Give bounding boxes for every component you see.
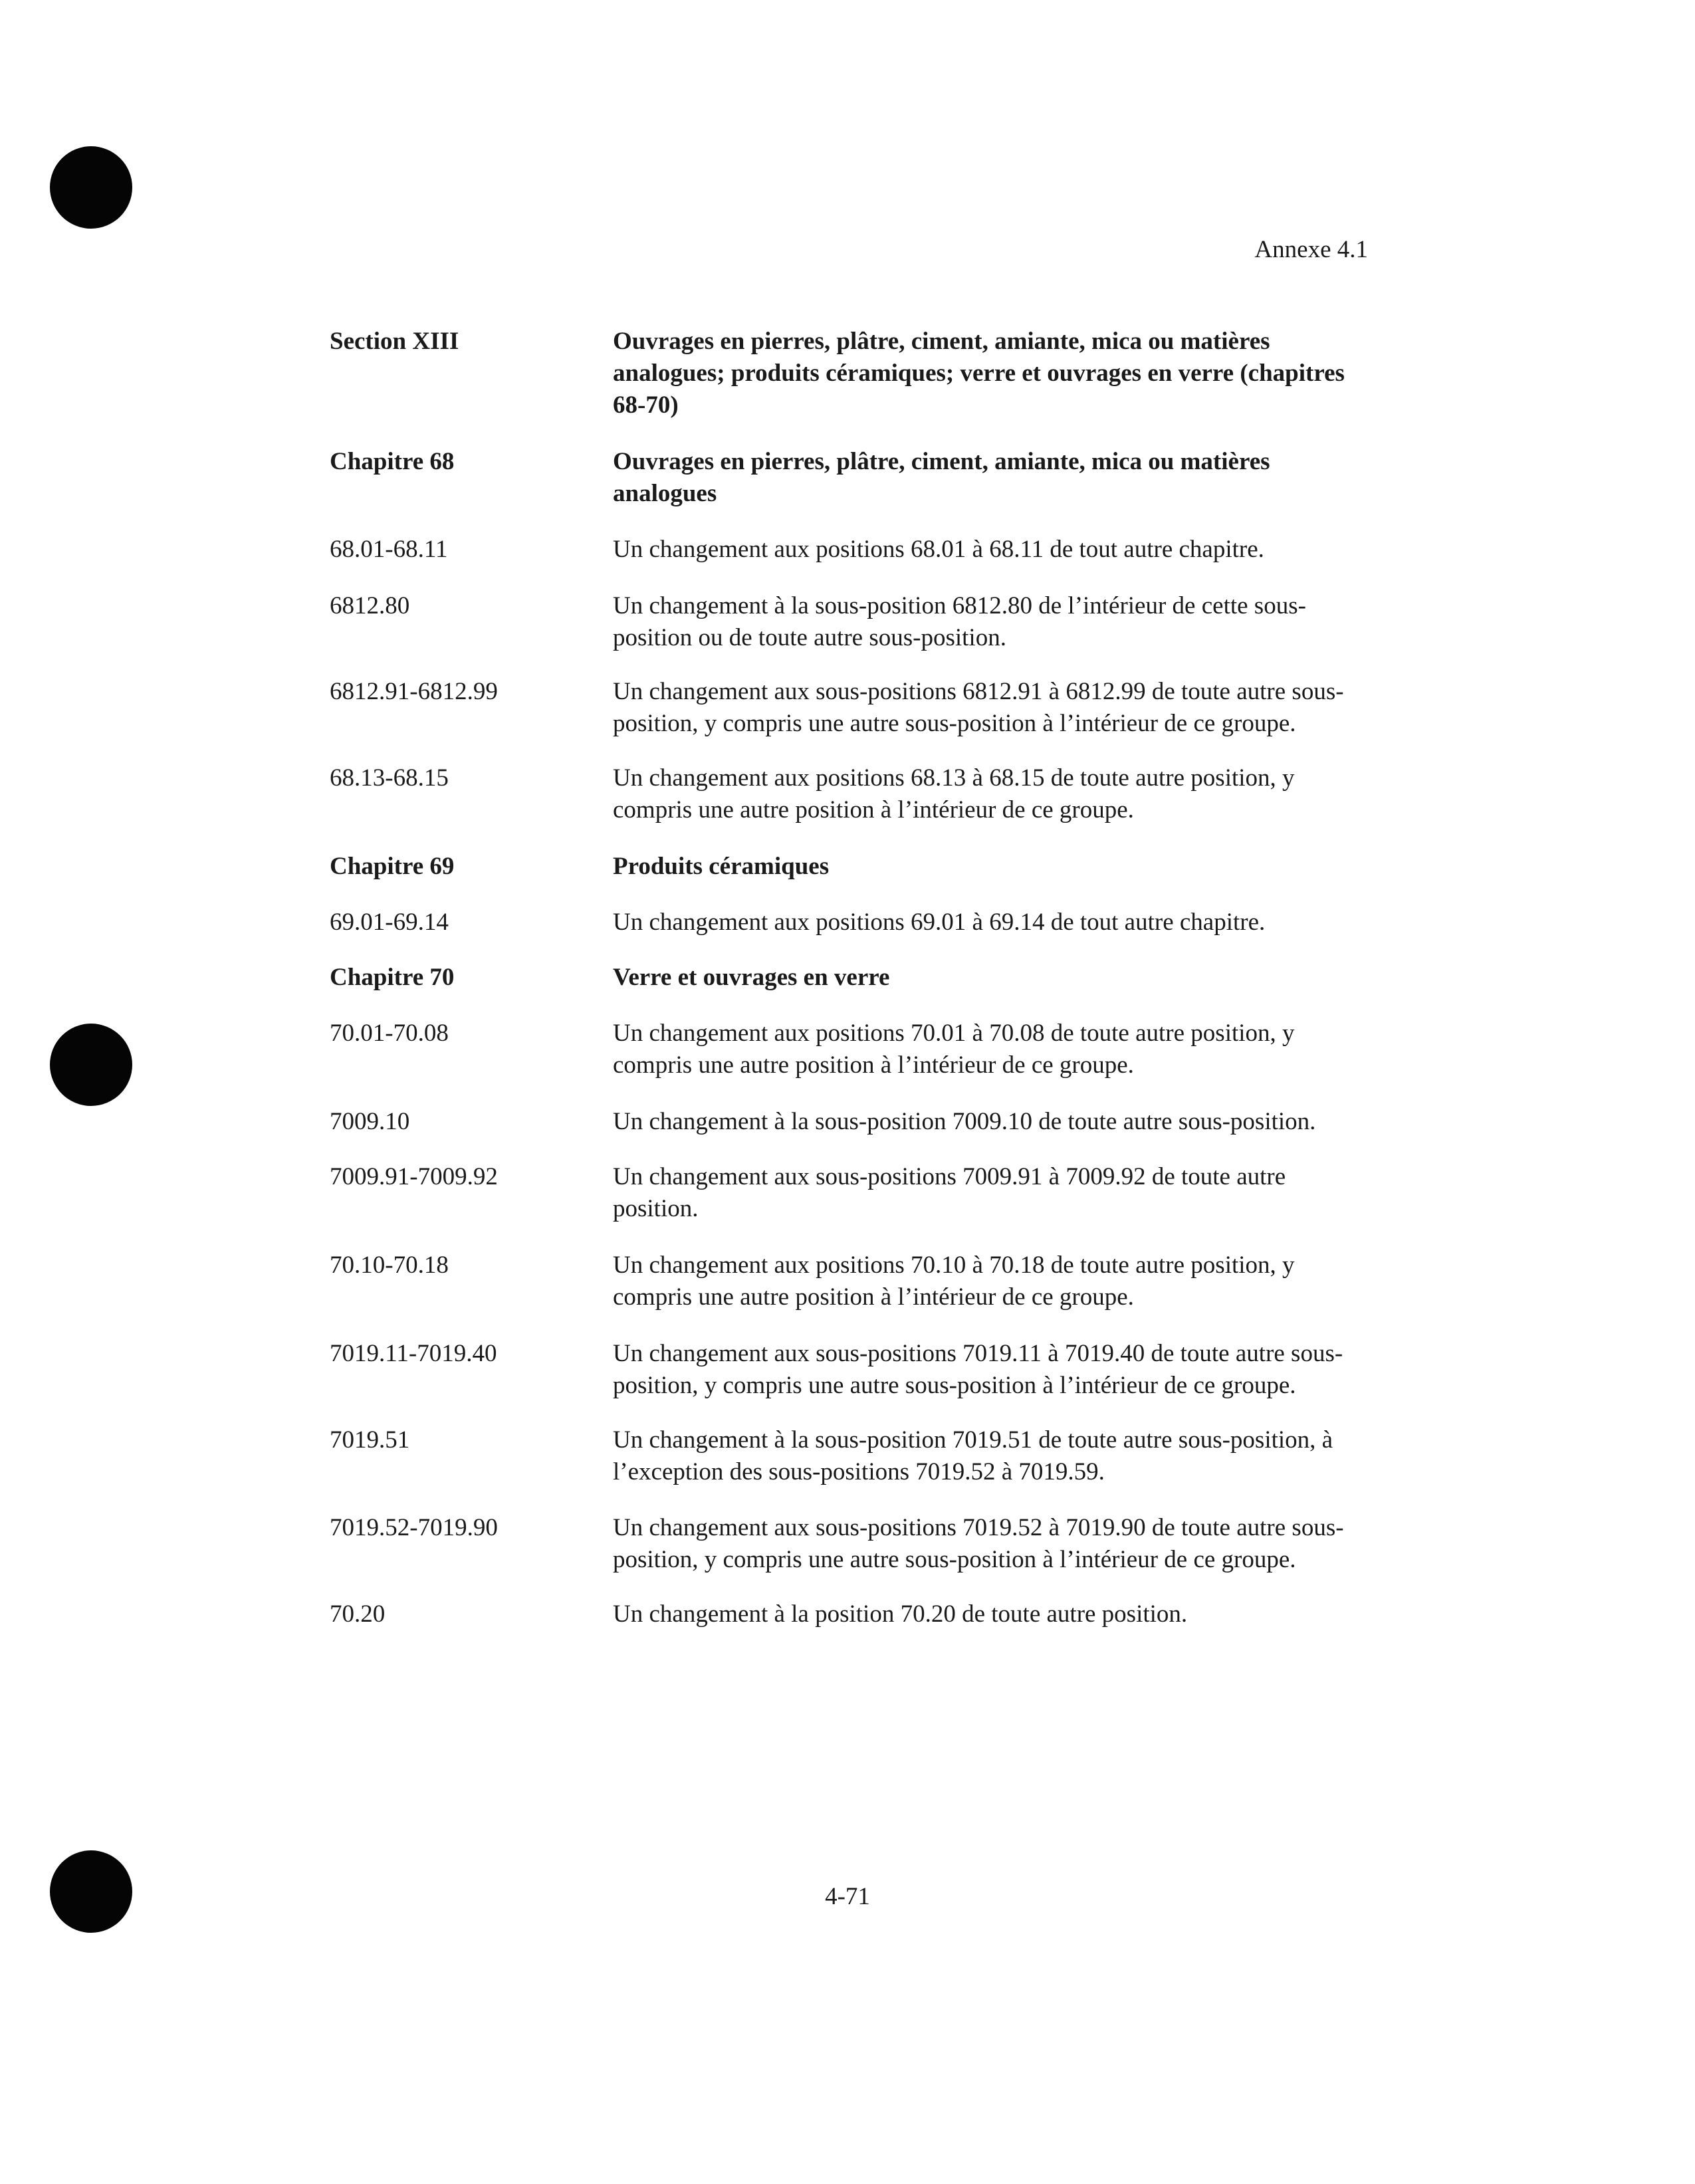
entry-6812-80 — [330, 590, 1373, 654]
entry-7019-52-7019-90 — [330, 1512, 1373, 1576]
entry-description: Ouvrages en pierres, plâtre, ciment, amiante, mica ou matières analogues; produits céramiques; verre et ouvrages en verre (chapitres 68-70) — [613, 328, 1345, 419]
entry-description: Un changement à la position 70.20 de toute autre position. — [613, 1600, 1188, 1628]
entry-description: Un changement aux positions 68.13 à 68.15 de toute autre position, y compris une autre position à l’intérieur de ce groupe. — [613, 764, 1295, 823]
entry-section-xiii — [330, 326, 1373, 421]
entry-7009-10 — [330, 1106, 1373, 1138]
entry-description: Ouvrages en pierres, plâtre, ciment, amiante, mica ou matières analogues — [613, 448, 1270, 507]
entry-code: 70.10-70.18 — [330, 1252, 449, 1279]
entry-code: 6812.91-6812.99 — [330, 678, 498, 705]
entry-code: 7019.52-7019.90 — [330, 1514, 498, 1541]
entry-description: Un changement aux sous-positions 6812.91 à 6812.99 de toute autre sous-position, y compris une autre sous-position à l’intérieur de ce groupe. — [613, 678, 1344, 737]
entry-code: Chapitre 68 — [330, 448, 455, 475]
entry-70-10-70-18 — [330, 1250, 1373, 1313]
entry-6812-91-6812-99 — [330, 676, 1373, 740]
punch-hole-middle — [50, 1024, 132, 1106]
entry-70-01-70-08 — [330, 1018, 1373, 1081]
entry-68-01-68-11 — [330, 534, 1373, 566]
entry-description: Un changement à la sous-position 7009.10 de toute autre sous-position. — [613, 1108, 1316, 1135]
entry-7009-91-7009-92 — [330, 1161, 1373, 1225]
entry-chapitre-68 — [330, 446, 1373, 510]
entry-chapitre-69 — [330, 851, 1373, 883]
entry-code: Chapitre 70 — [330, 964, 455, 991]
entry-code: 7019.51 — [330, 1426, 410, 1454]
entry-description: Un changement aux positions 70.10 à 70.18 de toute autre position, y compris une autre position à l’intérieur de ce groupe. — [613, 1252, 1295, 1311]
entry-description: Produits céramiques — [613, 853, 830, 880]
annex-label: Annexe 4.1 — [1254, 236, 1368, 263]
tariff-rules-table — [330, 326, 1373, 1630]
entry-description: Un changement aux sous-positions 7019.11 à 7019.40 de toute autre sous-position, y compris une autre sous-position à l’intérieur de ce groupe. — [613, 1340, 1343, 1399]
entry-description: Verre et ouvrages en verre — [613, 964, 890, 991]
entry-code: 68.01-68.11 — [330, 536, 448, 563]
entry-code: 7019.11-7019.40 — [330, 1340, 497, 1367]
entry-description: Un changement aux sous-positions 7009.91 à 7009.92 de toute autre position. — [613, 1163, 1286, 1222]
entry-code: 7009.10 — [330, 1108, 410, 1135]
entry-code: 68.13-68.15 — [330, 764, 449, 792]
page-number: 4-71 — [825, 1883, 870, 1910]
entry-description: Un changement à la sous-position 6812.80 de l’intérieur de cette sous-position ou de toute autre sous-position. — [613, 592, 1306, 651]
entry-chapitre-70 — [330, 962, 1373, 994]
entry-code: 69.01-69.14 — [330, 909, 449, 936]
entry-69-01-69-14 — [330, 907, 1373, 938]
entry-68-13-68-15 — [330, 762, 1373, 826]
entry-description: Un changement aux positions 70.01 à 70.08 de toute autre position, y compris une autre position à l’intérieur de ce groupe. — [613, 1020, 1295, 1079]
entry-70-20 — [330, 1598, 1373, 1630]
entry-code: Section XIII — [330, 328, 459, 355]
punch-hole-top — [50, 146, 132, 229]
entry-code: 7009.91-7009.92 — [330, 1163, 498, 1190]
entry-code: 70.01-70.08 — [330, 1020, 449, 1047]
entry-description: Un changement aux positions 69.01 à 69.14 de tout autre chapitre. — [613, 909, 1266, 936]
entry-description: Un changement à la sous-position 7019.51 de toute autre sous-position, à l’exception des sous-positions 7019.52 à 7019.59. — [613, 1426, 1333, 1485]
entry-description: Un changement aux positions 68.01 à 68.11 de tout autre chapitre. — [613, 536, 1264, 563]
entry-7019-11-7019-40 — [330, 1338, 1373, 1402]
entry-code: Chapitre 69 — [330, 853, 455, 880]
entry-description: Un changement aux sous-positions 7019.52 à 7019.90 de toute autre sous-position, y compris une autre sous-position à l’intérieur de ce groupe. — [613, 1514, 1344, 1573]
entry-code: 70.20 — [330, 1600, 386, 1628]
entry-code: 6812.80 — [330, 592, 410, 619]
entry-7019-51 — [330, 1424, 1373, 1488]
